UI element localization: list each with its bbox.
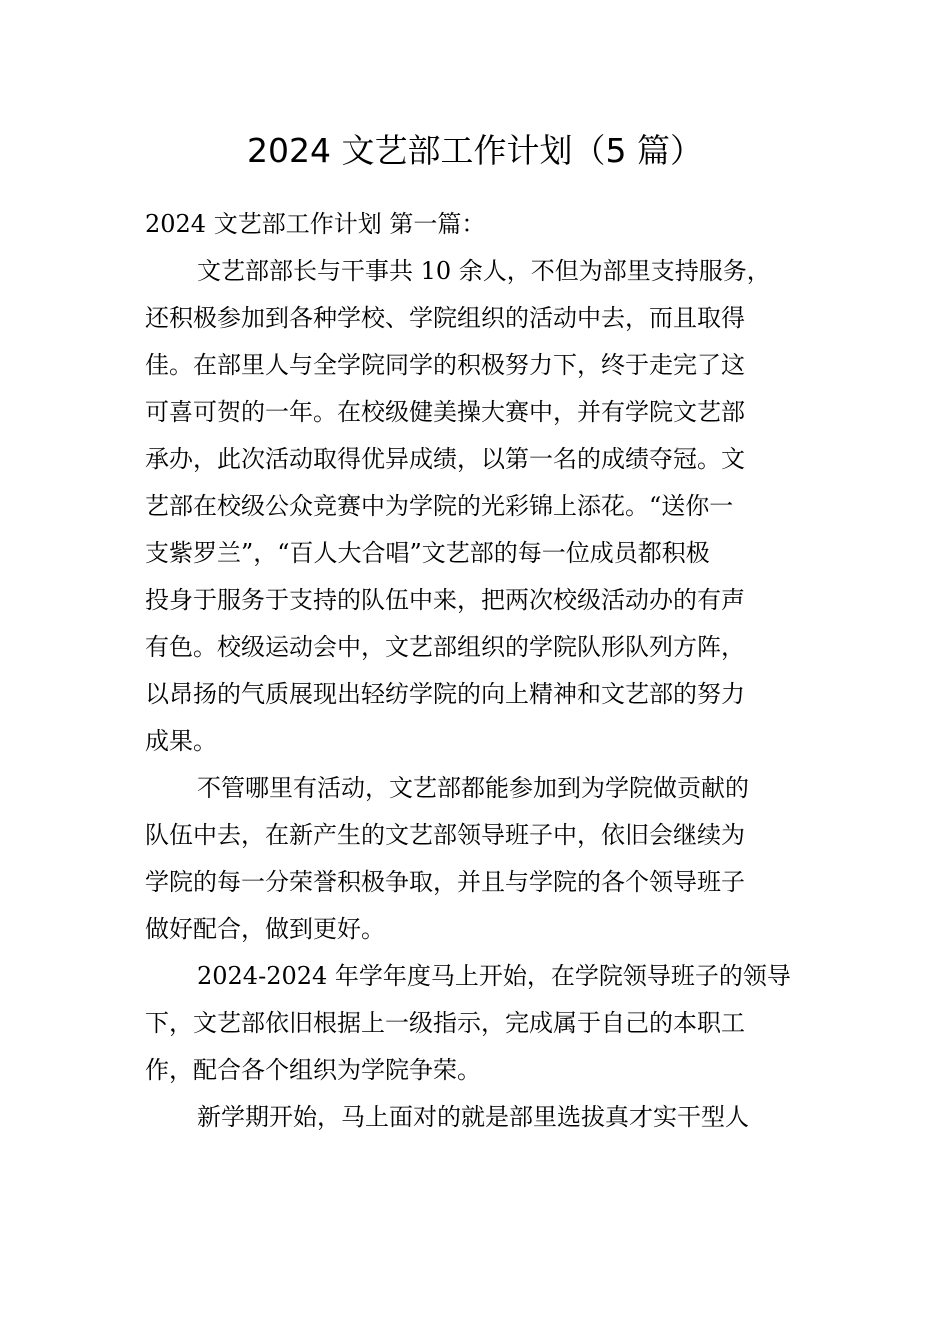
text-line: 可喜可贺的一年。在校级健美操大赛中，并有学院文艺部 xyxy=(145,398,745,426)
text-line: 2024-2024 年学年度马上开始，在学院领导班子的领导 xyxy=(197,962,791,990)
text-line: 作，配合各个组织为学院争荣。 xyxy=(145,1056,481,1084)
text-line: 以昂扬的气质展现出轻纺学院的向上精神和文艺部的努力 xyxy=(145,680,745,708)
text-line: 支紫罗兰”，“百人大合唱”文艺部的每一位成员都积极 xyxy=(145,539,710,567)
text-line: 承办，此次活动取得优异成绩，以第一名的成绩夺冠。文 xyxy=(145,445,745,473)
text-line: 还积极参加到各种学校、学院组织的活动中去，而且取得 xyxy=(145,304,745,332)
text-line: 学院的每一分荣誉积极争取，并且与学院的各个领导班子 xyxy=(145,868,745,896)
document-body xyxy=(145,201,809,1141)
document-title: 2024 文艺部工作计划（5 篇） xyxy=(247,131,703,170)
text-line: 2024 文艺部工作计划 第一篇： xyxy=(145,210,486,238)
text-line: 做好配合，做到更好。 xyxy=(145,915,385,943)
text-line: 文艺部部长与干事共 10 余人，不但为部里支持服务， xyxy=(197,257,771,285)
text-line: 艺部在校级公众竞赛中为学院的光彩锦上添花。“送你一 xyxy=(145,492,734,520)
text-line: 不管哪里有活动，文艺部都能参加到为学院做贡献的 xyxy=(197,774,749,802)
text-line: 下，文艺部依旧根据上一级指示，完成属于自己的本职工 xyxy=(145,1009,745,1037)
text-line: 队伍中去，在新产生的文艺部领导班子中，依旧会继续为 xyxy=(145,821,745,849)
text-line: 新学期开始，马上面对的就是部里选拔真才实干型人 xyxy=(197,1103,749,1131)
text-line: 佳。在部里人与全学院同学的积极努力下，终于走完了这 xyxy=(145,351,745,379)
text-line: 成果。 xyxy=(145,727,217,755)
text-line: 有色。校级运动会中，文艺部组织的学院队形队列方阵， xyxy=(145,633,745,661)
text-line: 投身于服务于支持的队伍中来，把两次校级活动办的有声 xyxy=(145,586,745,614)
